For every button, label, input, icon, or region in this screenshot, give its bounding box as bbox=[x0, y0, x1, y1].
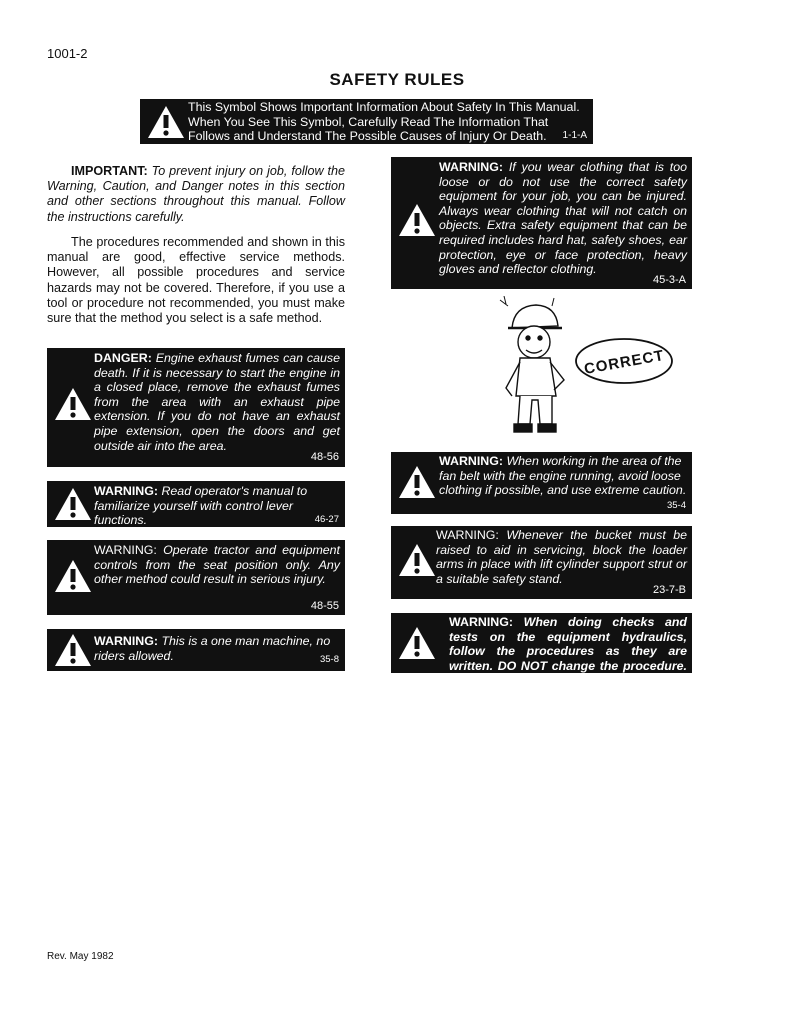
mascot-illustration bbox=[494, 296, 684, 441]
page-title: SAFETY RULES bbox=[329, 70, 465, 89]
notice-code: 35-8 bbox=[319, 654, 339, 665]
notice-code: 23-7-B bbox=[652, 584, 686, 596]
header-notice-code: 1-1-A bbox=[562, 130, 587, 141]
notice-text: Whenever the bucket must be raised to aid in servicing, block the loader arms in place with lift cylinder support strut or a suitable safety stand. bbox=[436, 528, 687, 586]
notice-lead: DANGER: bbox=[94, 351, 152, 365]
notice-text: When working in the area of the fan belt with the engine running, avoid loose clothing if possible, and use extreme caution. bbox=[439, 454, 687, 498]
notice-text: If you wear clothing that is too loose or do not use the correct safety equipment for your job, you can be injured. Always wear clothing that will not catch on objects. Extra safety equipment that can be required includes hard hat, safety shoes, ear protection, eye or face protection, heavy gloves and reflector clothing. bbox=[439, 160, 687, 277]
warning-seat-controls-notice bbox=[47, 540, 345, 615]
header-safety-notice bbox=[140, 99, 593, 144]
notice-text: When doing checks and tests on the equipment hydraulics, follow the procedures as they are written. DO NOT change the procedure. bbox=[449, 615, 687, 673]
procedures-paragraph: The procedures recommended and shown in this manual are good, effective service methods. However, all possible procedures and service hazards may not be covered. Therefore, if you use a tool or procedure not recommended, you must make sure that the method you select is a safe method. bbox=[47, 235, 345, 326]
warning-bucket-notice bbox=[391, 526, 692, 599]
warning-triangle-icon bbox=[397, 542, 437, 578]
warning-triangle-icon bbox=[397, 625, 437, 661]
correct-badge-text: CORRECT bbox=[582, 347, 666, 378]
warning-one-man-notice bbox=[47, 629, 345, 671]
notice-code: 48-55 bbox=[310, 600, 339, 612]
warning-triangle-icon bbox=[53, 386, 93, 422]
notice-text: Operate tractor and equipment controls from the seat position only. Any other method could result in serious injury. bbox=[94, 543, 341, 587]
header-notice-line-3: Follows and Understand The Possible Causes of Injury Or Death. bbox=[188, 129, 547, 144]
important-text: To prevent injury on job, follow the Warning, Caution, and Danger notes in this section and other sections throughout this manual. Follow the instructions carefully. bbox=[47, 164, 346, 224]
warning-hydraulics-notice bbox=[391, 613, 692, 688]
notice-code: 35-4 bbox=[666, 500, 686, 511]
notice-lead: WARNING: bbox=[94, 634, 159, 648]
important-label: IMPORTANT: bbox=[71, 164, 148, 178]
notice-lead: WARNING: bbox=[94, 543, 157, 557]
notice-lead: WARNING: bbox=[439, 160, 504, 174]
warning-triangle-icon bbox=[53, 486, 93, 522]
correct-badge bbox=[576, 339, 672, 383]
notice-lead: WARNING: bbox=[439, 454, 504, 468]
page-number: 1001-2 bbox=[47, 46, 88, 61]
warning-triangle-icon bbox=[53, 558, 93, 594]
warning-triangle-icon bbox=[397, 202, 437, 238]
header-notice-line-1: This Symbol Shows Important Information About Safety In This Manual. bbox=[188, 100, 580, 114]
notice-code: 48-56 bbox=[310, 451, 339, 463]
mascot-figure bbox=[500, 296, 564, 432]
notice-text: Engine exhaust fumes can cause death. If it is necessary to start the engine in a closed place, remove the exhaust fumes from the area with an exhaust pipe extension. If you do not have an exhaust pipe extension, open the doors and get outside air into the area. bbox=[94, 351, 340, 453]
header-notice-line-2: When You See This Symbol, Carefully Read The Information That bbox=[188, 114, 549, 129]
notice-lead: WARNING: bbox=[94, 484, 159, 498]
notice-code: 47-44 bbox=[449, 673, 481, 688]
warning-operator-manual-notice bbox=[47, 481, 345, 527]
warning-triangle-icon bbox=[397, 464, 437, 500]
notice-text: This is a one man machine, no riders allowed. bbox=[94, 634, 331, 663]
notice-lead: WARNING: bbox=[436, 528, 499, 542]
revision-date: Rev. May 1982 bbox=[47, 951, 114, 962]
notice-code: 45-3-A bbox=[652, 274, 686, 286]
notice-code: 46-27 bbox=[314, 514, 339, 525]
important-paragraph bbox=[47, 164, 345, 225]
warning-triangle-icon bbox=[146, 104, 186, 140]
danger-exhaust-notice bbox=[47, 348, 345, 467]
notice-text: Read operator's manual to familiarize yourself with control lever functions. bbox=[94, 484, 308, 528]
warning-fan-belt-notice bbox=[391, 452, 692, 514]
notice-lead: WARNING: bbox=[449, 615, 514, 629]
warning-clothing-notice bbox=[391, 157, 692, 289]
warning-triangle-icon bbox=[53, 632, 93, 668]
